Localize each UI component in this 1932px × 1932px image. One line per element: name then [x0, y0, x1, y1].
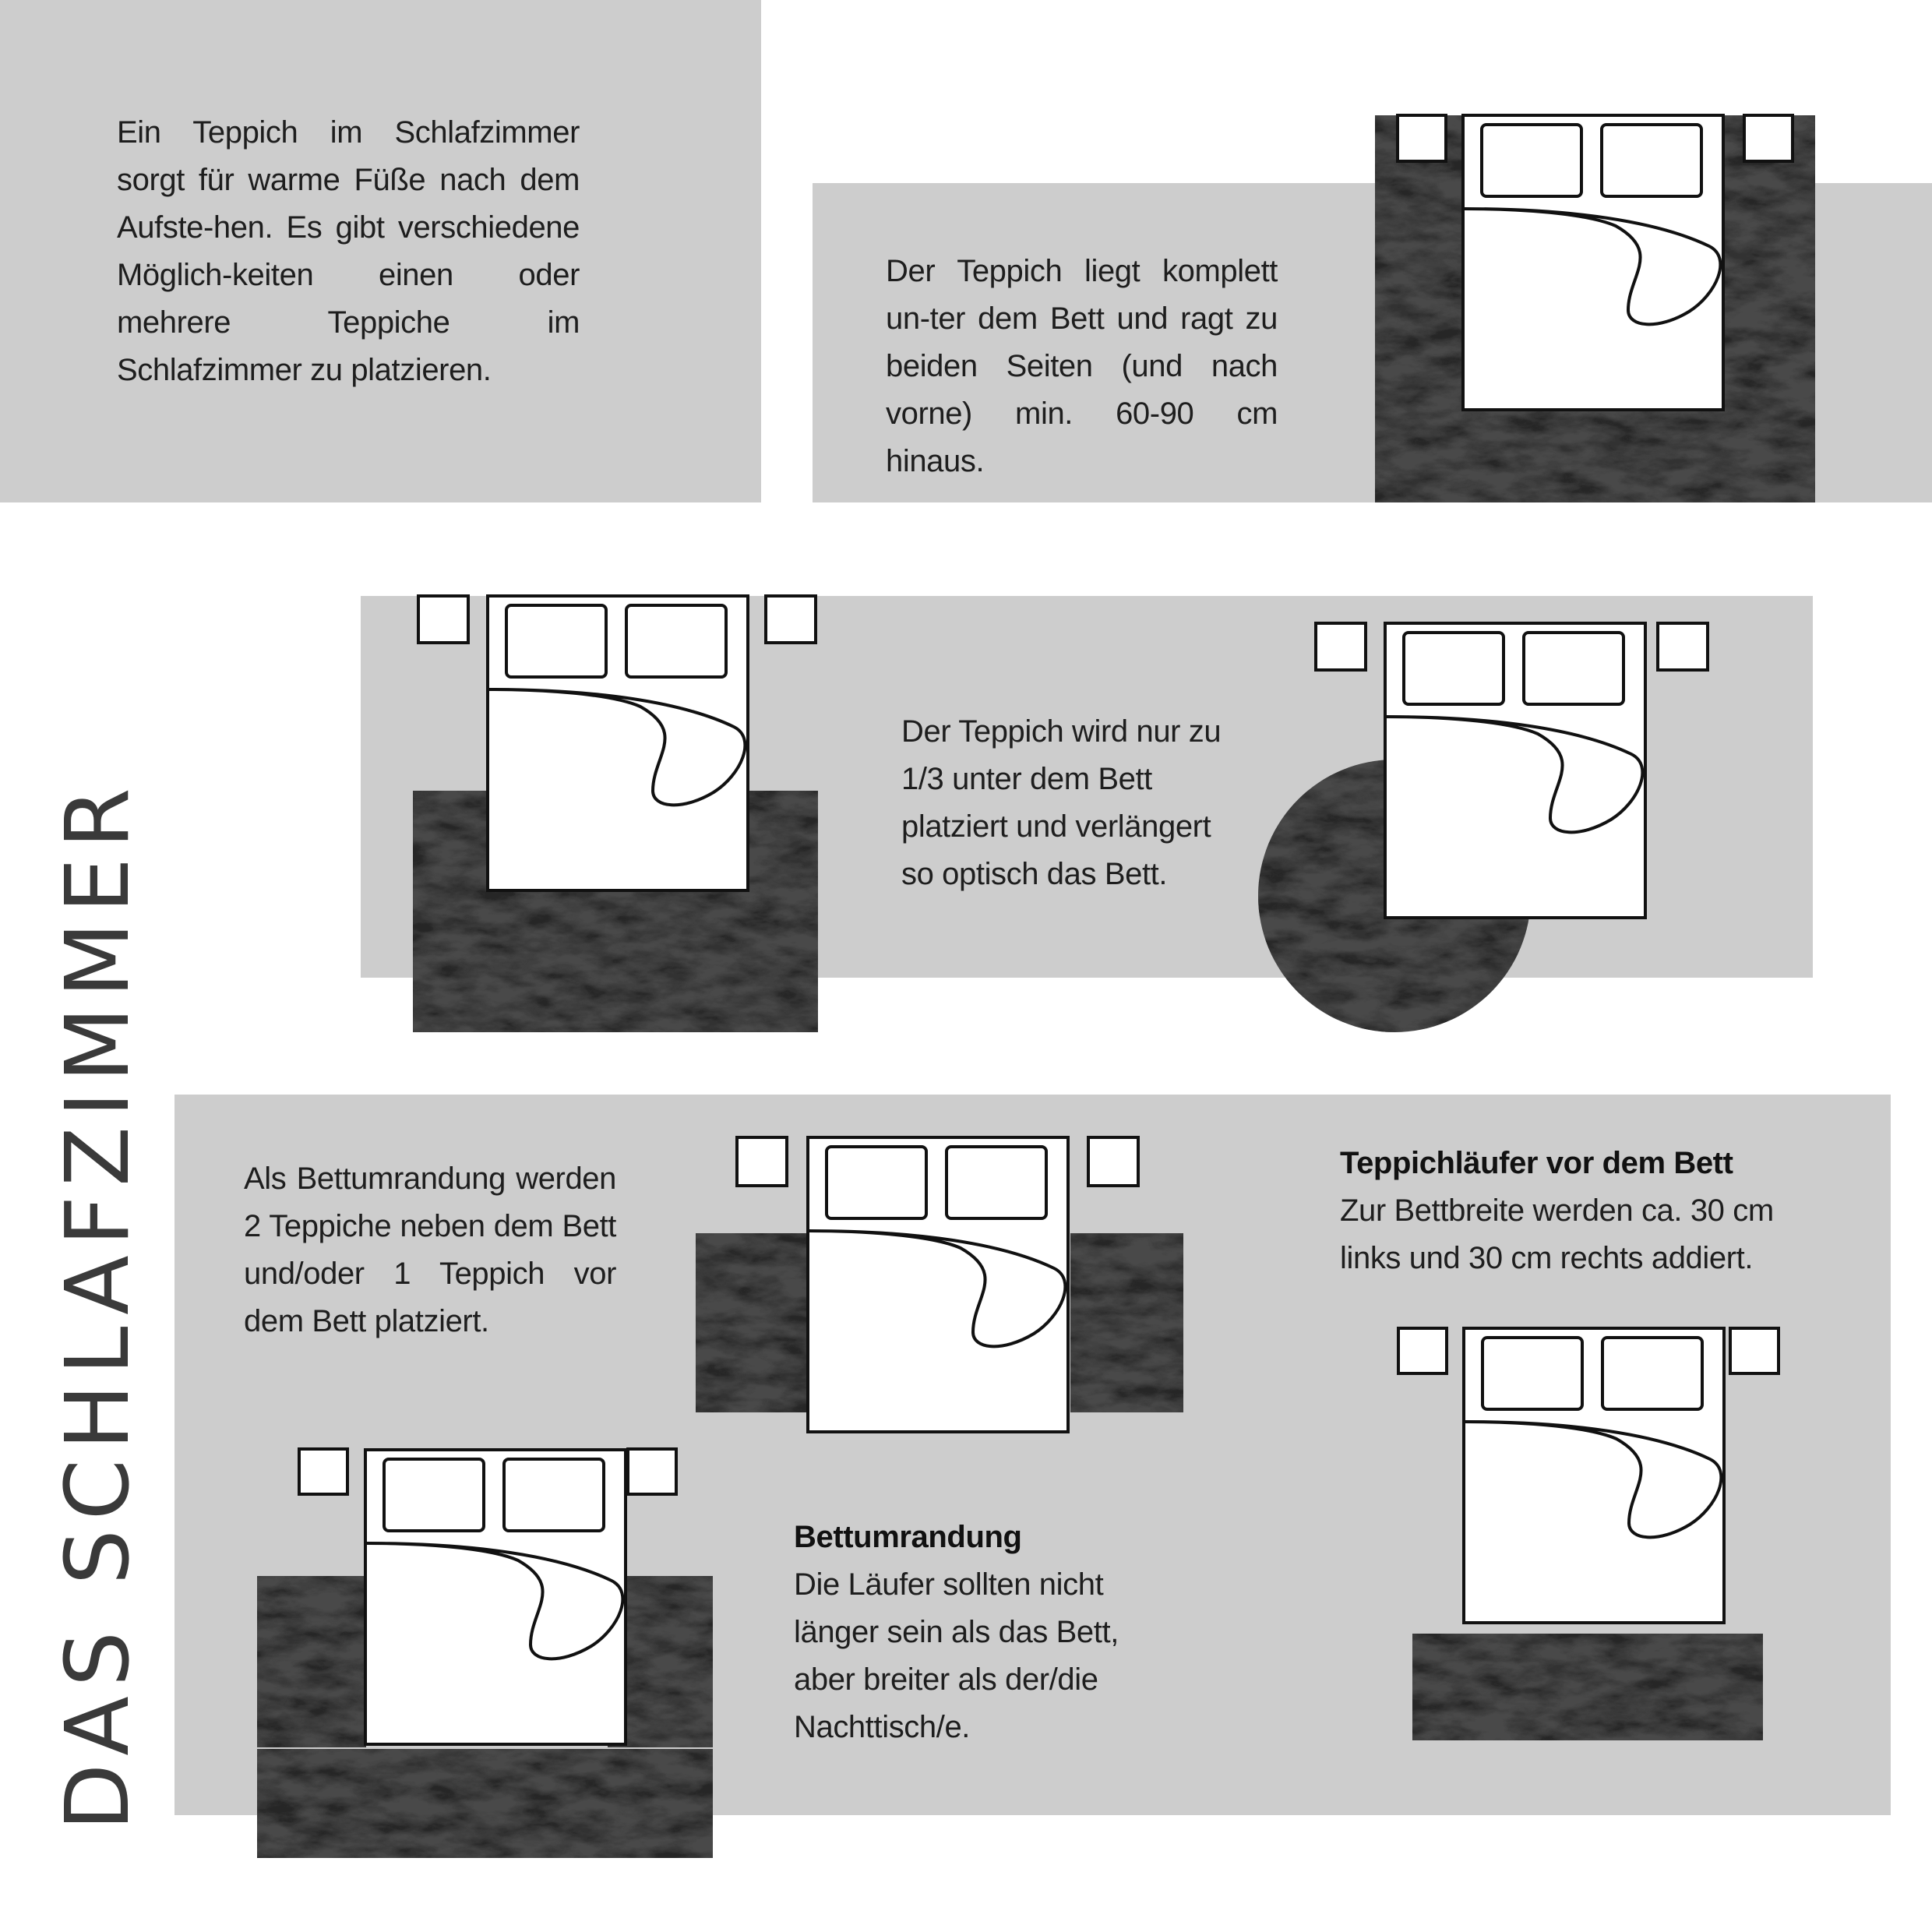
intro-text: Ein Teppich im Schlafzimmer sorgt für warme Füße nach dem Aufste-hen. Es gibt verschiedene Möglich-keiten einen oder mehrere Teppiche im Schlafzimmer zu platzieren.: [117, 115, 580, 387]
diagram-bed-border: [257, 1449, 713, 1858]
rug-front: [257, 1749, 713, 1858]
bed: [488, 596, 748, 890]
nightstand-left: [1398, 115, 1446, 161]
diagram-third-rug: [413, 596, 818, 1032]
bed: [1464, 1328, 1724, 1623]
diagram-side-rugs: [696, 1137, 1183, 1432]
border-rugs-text: Als Bettumrandung werden 2 Teppiche neben dem Bett und/oder 1 Teppich vor dem Bett platziert.: [244, 1162, 616, 1338]
diagram-round-rug: [1258, 623, 1708, 1032]
rug-left: [257, 1576, 366, 1747]
bed: [1463, 115, 1723, 410]
nightstand-right: [1744, 115, 1793, 161]
bed: [365, 1450, 626, 1744]
rug-runner: [1412, 1634, 1763, 1740]
page-title: DAS SCHLAFZIMMER: [48, 778, 149, 1831]
diagram-runner: [1398, 1328, 1779, 1740]
rug-right: [1070, 1233, 1183, 1412]
third-rug-text: Der Teppich wird nur zu 1/3 unter dem Bett platziert und verlängert so optisch das Bett.: [901, 714, 1222, 891]
nightstand-left: [299, 1449, 347, 1494]
nightstand-right: [766, 596, 816, 643]
bettumrandung-heading: Bettumrandung: [794, 1520, 1022, 1554]
nightstand-left: [1398, 1328, 1447, 1373]
nightstand-right: [628, 1449, 676, 1494]
runner-heading: Teppichläufer vor dem Bett: [1340, 1146, 1733, 1180]
nightstand-right: [1730, 1328, 1779, 1373]
full-rug-text: Der Teppich liegt komplett un-ter dem Bett und ragt zu beiden Seiten (und nach vorne) min. 60-90 cm hinaus.: [886, 254, 1278, 478]
nightstand-left: [418, 596, 468, 643]
nightstand-right: [1658, 623, 1708, 670]
nightstand-left: [737, 1137, 787, 1186]
bed: [808, 1137, 1068, 1432]
runner-text: Zur Bettbreite werden ca. 30 cm links und 30 cm rechts addiert.: [1340, 1193, 1774, 1275]
diagram-full-rug: [1375, 115, 1815, 502]
bed: [1385, 623, 1645, 918]
rug-left: [696, 1233, 809, 1412]
nightstand-right: [1088, 1137, 1138, 1186]
bettumrandung-text: Die Läufer sollten nicht länger sein als das Bett, aber breiter als der/die Nachttisch/e.: [794, 1567, 1119, 1744]
nightstand-left: [1316, 623, 1366, 670]
